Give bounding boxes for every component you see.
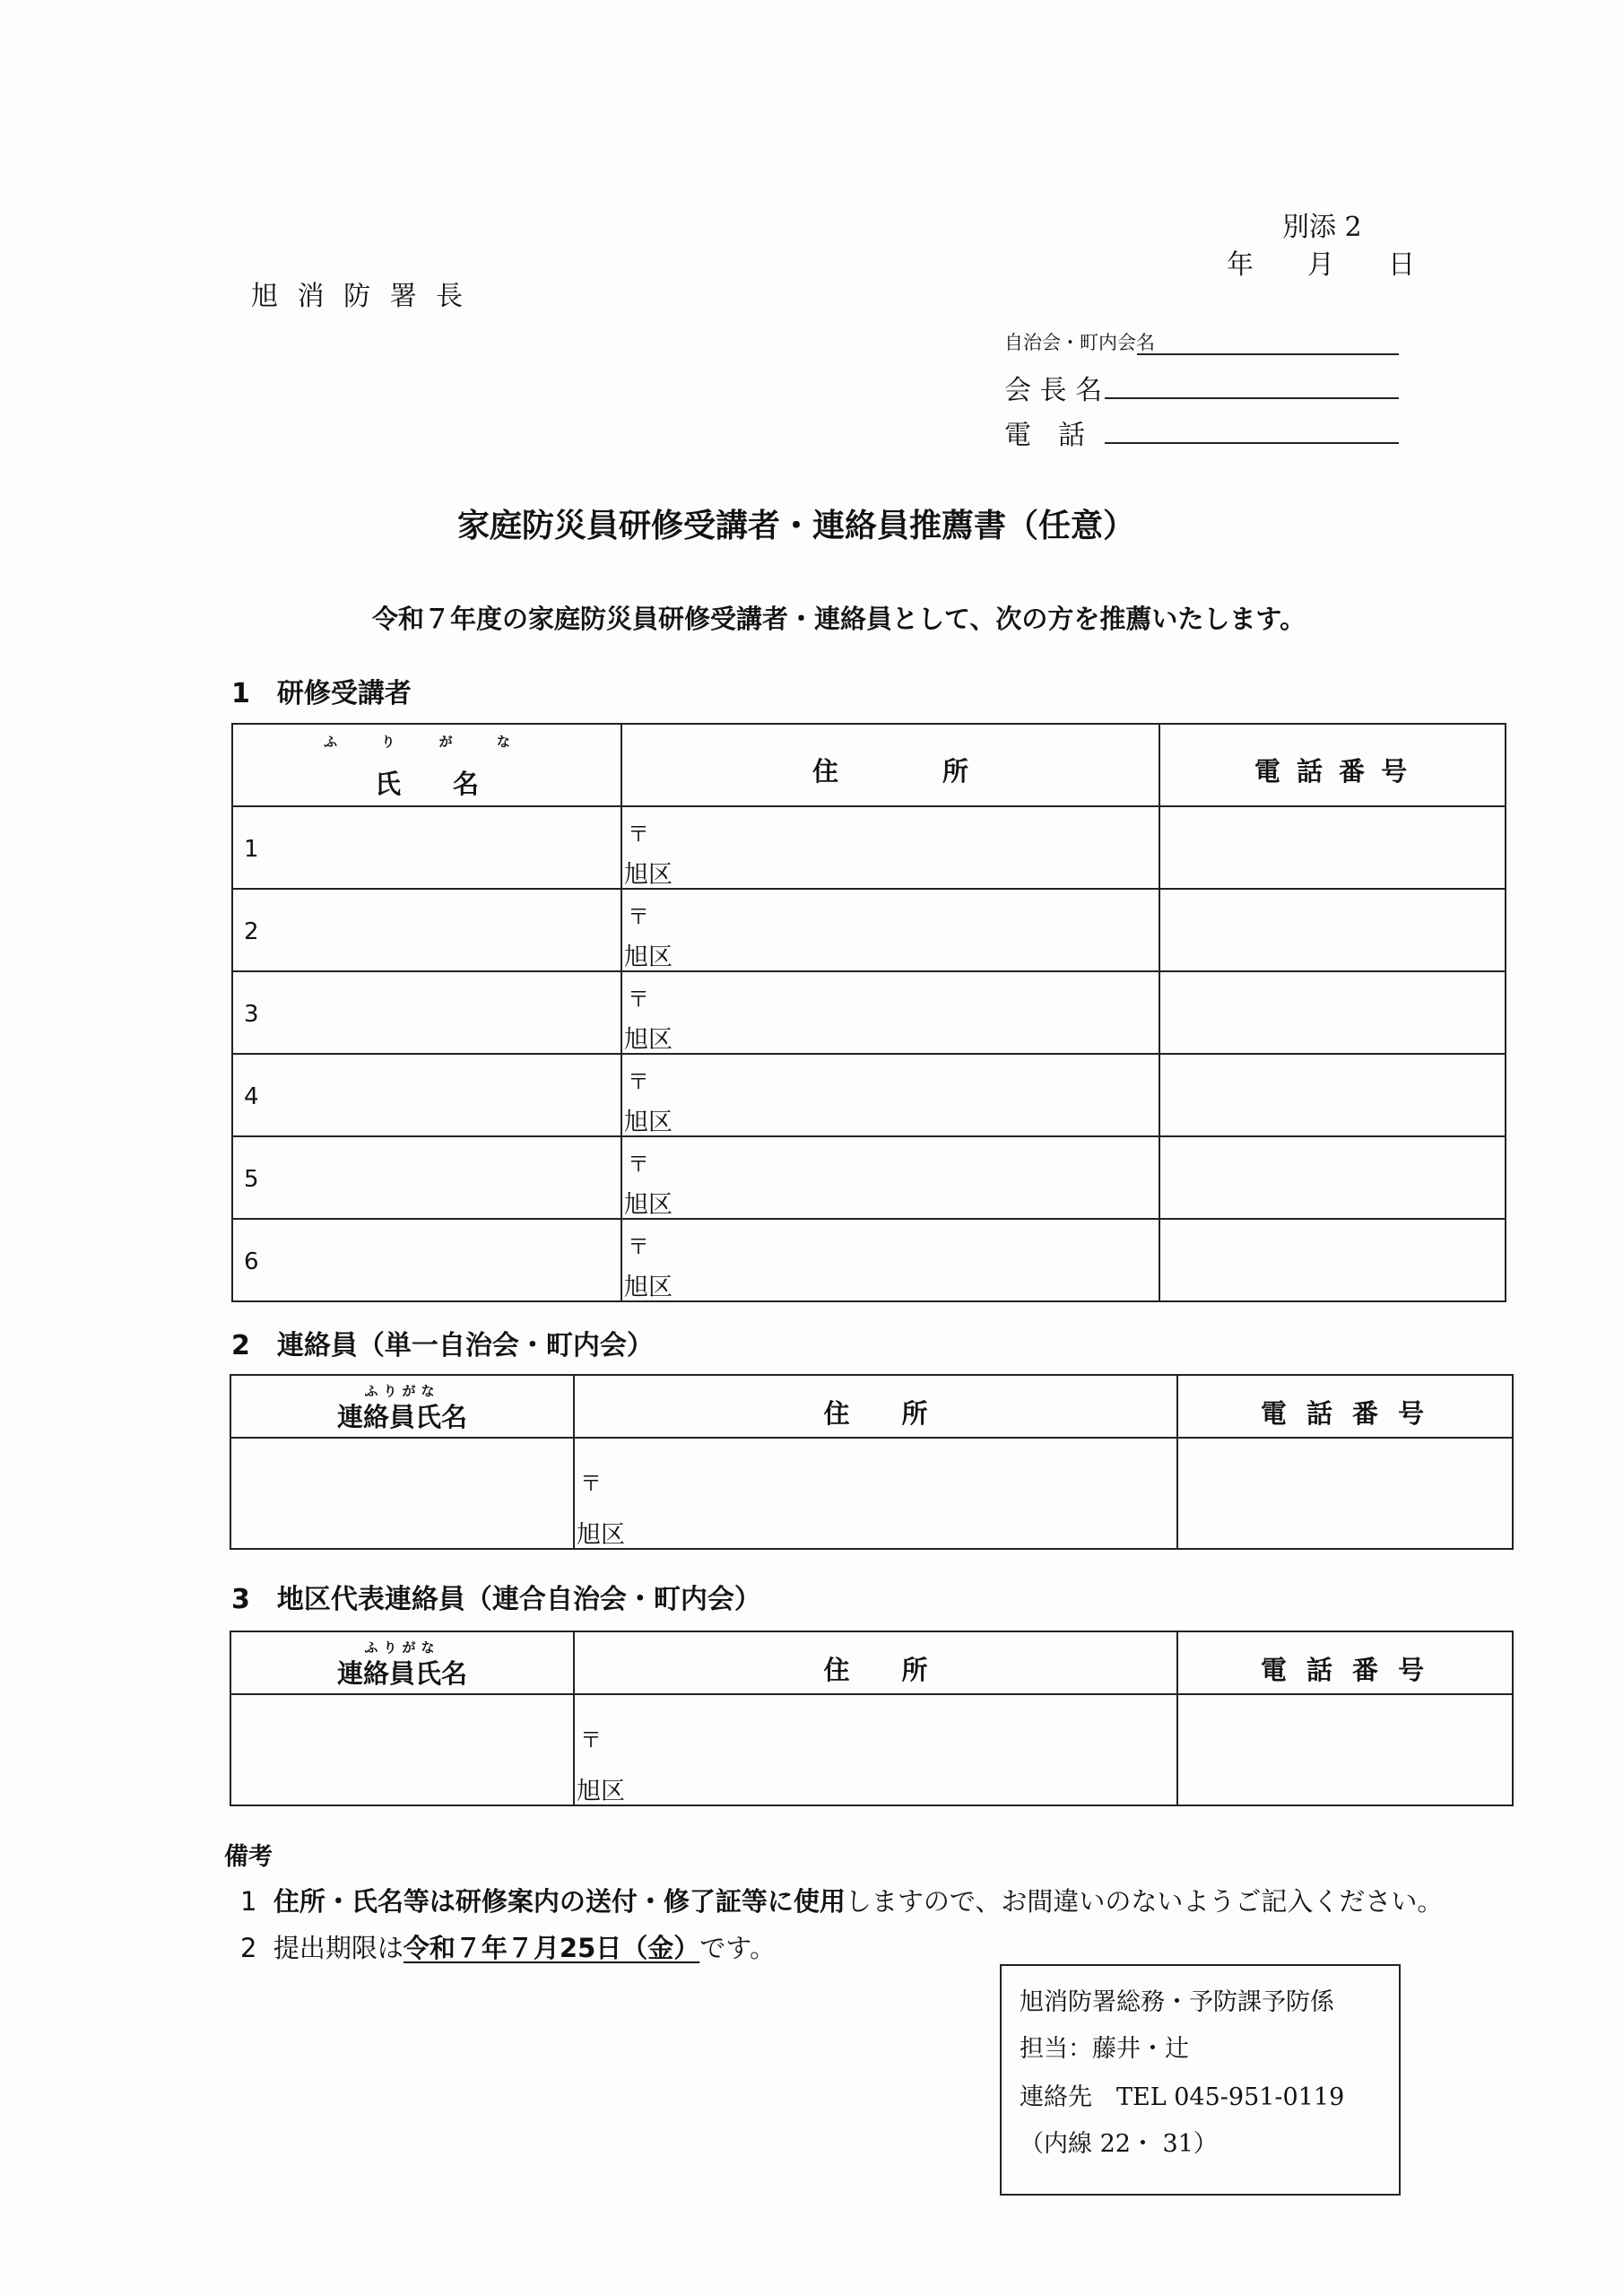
ward-label: 旭区 [624,1026,673,1054]
row-number: 4 [244,1083,259,1110]
submission-deadline: 令和７年７月25日（金） [403,1933,700,1963]
ward-label: 旭区 [577,1778,625,1805]
table-row [232,889,1506,971]
phone-cell[interactable] [1159,1136,1506,1219]
remarks-item-2-lead: 提出期限は [273,1933,404,1963]
ward-label: 旭区 [624,1191,673,1219]
remarks-item-1 [240,1882,1443,1918]
name-header-label: 氏 名 [374,769,479,799]
contact-department: 旭消防署総務・予防課予防係 [1020,1988,1334,2016]
phone-line[interactable] [1105,442,1399,444]
district-address-cell[interactable] [574,1694,1177,1805]
liaison-address-label: 住 所 [823,1398,928,1429]
district-name-label: 連絡員氏名 [336,1658,467,1689]
postal-mark: 〒 [628,1152,649,1177]
name-cell[interactable] [232,1136,621,1219]
postal-mark: 〒 [628,904,649,929]
table-row [230,1438,1513,1549]
remarks-item-1-number: 1 [240,1886,257,1917]
liaison-name-header [230,1375,574,1438]
table-row [232,806,1506,889]
phone-cell[interactable] [1159,889,1506,971]
phone-cell[interactable] [1159,1219,1506,1301]
row-number: 3 [244,1001,259,1028]
attachment-label: 別添 2 [1282,212,1362,243]
postal-mark: 〒 [628,1234,649,1259]
chairperson-label: 会 長 名 [1004,375,1103,406]
table-row [232,971,1506,1054]
row-number: 2 [244,918,259,945]
association-name-label: 自治会・町内会名 [1004,332,1155,353]
name-cell[interactable] [232,806,621,889]
postal-mark: 〒 [580,1727,602,1752]
liaison-phone-label: 電 話 番 号 [1260,1398,1430,1429]
contact-extension: （内線 22・ 31） [1020,2130,1218,2158]
addressee: 旭 消 防 署 長 [251,281,469,312]
address-cell[interactable] [621,971,1159,1054]
table-row [232,1219,1506,1301]
liaison-phone-header [1177,1375,1513,1438]
ward-label: 旭区 [624,944,673,971]
address-header-label: 住 所 [812,756,968,787]
district-name-header [230,1631,574,1694]
remarks-item-2-tail: です。 [699,1933,776,1963]
address-header [621,724,1159,806]
liaison-address-cell[interactable] [574,1438,1177,1549]
remarks-item-1-text: しますので、お間違いのないようご記入ください。 [845,1886,1444,1917]
liaison-name-cell[interactable] [230,1438,574,1549]
page-title: 家庭防災員研修受講者・連絡員推薦書（任意） [457,508,1136,544]
district-address-header [574,1631,1177,1694]
remarks-item-2 [240,1928,776,1965]
contact-staff: 担当：藤井・辻 [1020,2035,1189,2063]
district-phone-cell[interactable] [1177,1694,1513,1805]
name-cell[interactable] [232,1054,621,1136]
section2-heading: 2 連絡員（単一自治会・町内会） [231,1330,654,1361]
liaison-address-header [574,1375,1177,1438]
name-cell[interactable] [232,971,621,1054]
intro-text: 令和７年度の家庭防災員研修受講者・連絡員として、次の方を推薦いたします。 [372,604,1306,634]
section1-heading: 1 研修受講者 [231,678,412,709]
name-cell[interactable] [232,1219,621,1301]
ward-label: 旭区 [577,1521,625,1549]
district-name-cell[interactable] [230,1694,574,1805]
row-number: 5 [244,1166,259,1193]
phone-label: 電 話 [1004,420,1085,451]
phone-header-label: 電 話 番 号 [1254,756,1411,787]
table-row [230,1694,1513,1805]
table-row [232,1136,1506,1219]
district-address-label: 住 所 [823,1655,928,1685]
liaison-table [230,1374,1514,1550]
phone-cell[interactable] [1159,971,1506,1054]
district-liaison-table [230,1631,1514,1806]
address-cell[interactable] [621,1054,1159,1136]
postal-mark: 〒 [628,822,649,847]
liaison-name-ruby: ふりがな [364,1383,440,1399]
name-cell[interactable] [232,889,621,971]
row-number: 6 [244,1248,259,1275]
ward-label: 旭区 [624,861,673,889]
district-name-ruby: ふりがな [364,1639,440,1656]
name-header [232,724,621,806]
district-phone-header [1177,1631,1513,1694]
phone-header [1159,724,1506,806]
address-cell[interactable] [621,806,1159,889]
ward-label: 旭区 [624,1274,673,1301]
remarks-item-2-number: 2 [240,1933,257,1963]
address-cell[interactable] [621,1219,1159,1301]
chairperson-line[interactable] [1105,397,1399,399]
association-name-line[interactable] [1137,353,1399,355]
postal-mark: 〒 [628,987,649,1012]
remarks-heading: 備考 [224,1843,273,1871]
contact-phone: 連絡先 TEL 045-951-0119 [1020,2083,1345,2111]
remarks-item-1-emphasis: 住所・氏名等は研修案内の送付・修了証等に使用 [273,1886,846,1917]
district-phone-label: 電 話 番 号 [1260,1655,1430,1685]
row-number: 1 [244,836,259,863]
trainee-table [231,723,1506,1302]
address-cell[interactable] [621,889,1159,971]
date-line: 年 月 日 [1227,249,1415,281]
name-ruby: ふ り が な [324,734,530,750]
table-row [232,1054,1506,1136]
ward-label: 旭区 [624,1109,673,1136]
phone-cell[interactable] [1159,1054,1506,1136]
liaison-phone-cell[interactable] [1177,1438,1513,1549]
liaison-name-label: 連絡員氏名 [336,1402,467,1432]
address-cell[interactable] [621,1136,1159,1219]
postal-mark: 〒 [628,1069,649,1094]
contact-box [1000,1964,1401,2196]
section3-heading: 3 地区代表連絡員（連合自治会・町内会） [231,1584,761,1615]
phone-cell[interactable] [1159,806,1506,889]
postal-mark: 〒 [580,1471,602,1496]
